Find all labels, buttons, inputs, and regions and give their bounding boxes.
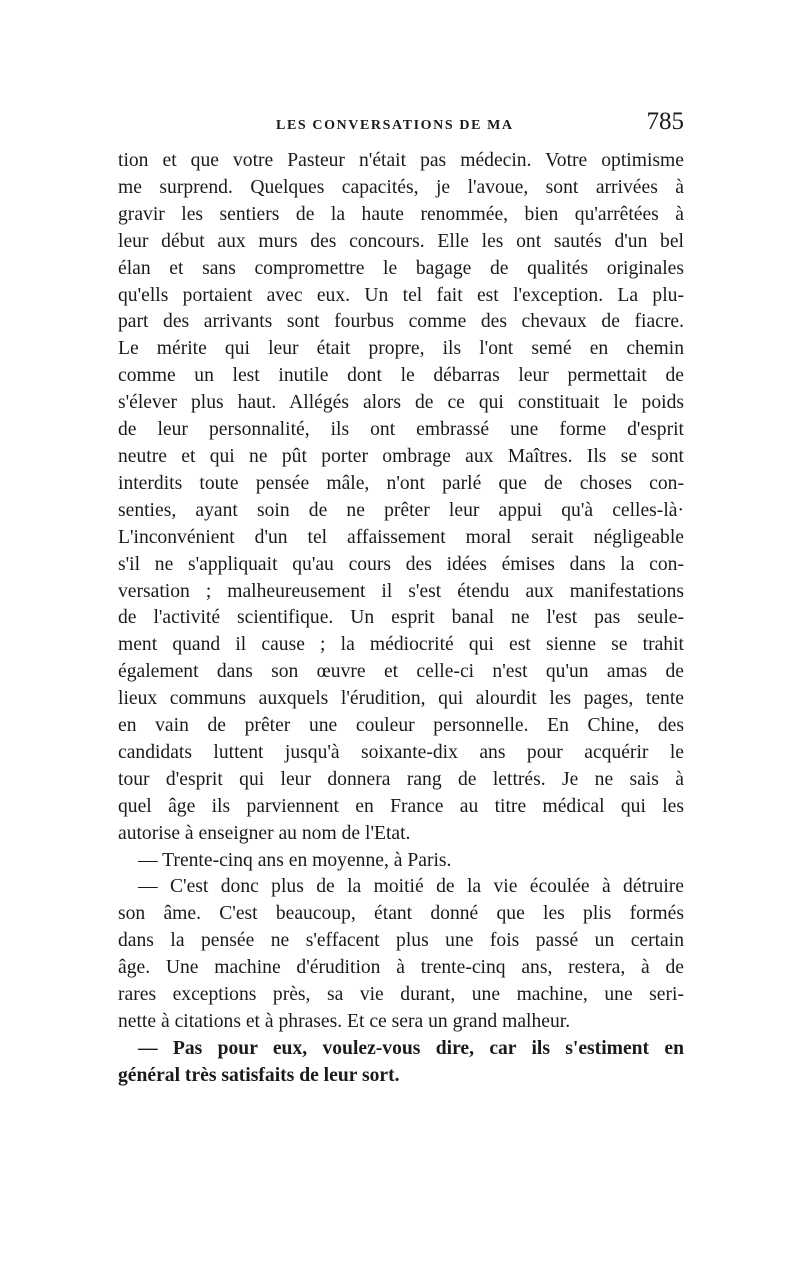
text-line: qu'ells portaient avec eux. Un tel fait est l'exception. La plu-	[118, 284, 684, 306]
text-line: leur début aux murs des concours. Elle les ont sautés d'un bel	[118, 230, 684, 252]
text-line: également dans son œuvre et celle-ci n'est qu'un amas de	[118, 661, 684, 683]
text-line: lieux communs auxquels l'érudition, qui alourdit les pages, tente	[118, 688, 684, 710]
text-line: versation ; malheureusement il s'est étendu aux manifestations	[118, 580, 684, 602]
text-line: de leur personnalité, ils ont embrassé une forme d'esprit	[118, 419, 684, 441]
text-line: candidats luttent jusqu'à soixante-dix ans pour acquérir le	[118, 741, 684, 763]
text-line: tion et que votre Pasteur n'était pas médecin. Votre optimisme	[118, 150, 684, 171]
text-line: nette à citations et à phrases. Et ce sera un grand malheur.	[118, 1011, 571, 1032]
page-header	[118, 108, 684, 140]
text-line: âge. Une machine d'érudition à trente-cinq ans, restera, à de	[118, 957, 684, 979]
text-line: Le mérite qui leur était propre, ils l'ont semé en chemin	[118, 338, 684, 360]
running-title: LES CONVERSATIONS DE MA	[276, 118, 514, 133]
text-line: s'il ne s'appliquait qu'au cours des idées émises dans la con-	[118, 553, 684, 575]
page-number: 785	[646, 108, 684, 135]
text-line: élan et sans compromettre le bagage de qualités originales	[118, 257, 684, 279]
dialog-line: — C'est donc plus de la moitié de la vie écoulée à détruire	[138, 876, 684, 898]
text-line: quel âge ils parviennent en France au titre médical qui les	[118, 795, 684, 817]
text-line: L'inconvénient d'un tel affaissement moral serait négligeable	[118, 526, 684, 548]
text-line: senties, ayant soin de ne prêter leur appui qu'à celles-là·	[118, 499, 684, 521]
text-line: de l'activité scientifique. Un esprit banal ne l'est pas seule-	[118, 607, 684, 629]
text-line: rares exceptions près, sa vie durant, une machine, une seri-	[118, 984, 684, 1006]
text-line: tour d'esprit qui leur donnera rang de lettrés. Je ne sais à	[118, 768, 684, 790]
text-line: gravir les sentiers de la haute renommée, bien qu'arrêtées à	[118, 203, 684, 225]
text-line: s'élever plus haut. Allégés alors de ce qui constituait le poids	[118, 392, 684, 414]
text-line: me surprend. Quelques capacités, je l'avoue, sont arrivées à	[118, 176, 684, 198]
text-line: part des arrivants sont fourbus comme des chevaux de fiacre.	[118, 311, 684, 333]
text-line: en vain de prêter une couleur personnelle. En Chine, des	[118, 715, 684, 737]
text-line: ment quand il cause ; la médiocrité qui est sienne se trahit	[118, 634, 684, 656]
text-line: dans la pensée ne s'effacent plus une fois passé un certain	[118, 930, 684, 952]
text-line: neutre et qui ne pût porter ombrage aux Maîtres. Ils se sont	[118, 445, 684, 467]
body-text	[118, 148, 684, 1090]
text-line: comme un lest inutile dont le débarras leur permettait de	[118, 365, 684, 387]
dialog-line: — Trente-cinq ans en moyenne, à Paris.	[138, 849, 452, 871]
text-line: interdits toute pensée mâle, n'ont parlé que de choses con-	[118, 472, 684, 494]
text-line: autorise à enseigner au nom de l'Etat.	[118, 822, 411, 844]
text-line: général très satisfaits de leur sort.	[118, 1064, 400, 1086]
text-line: son âme. C'est beaucoup, étant donné que les plis formés	[118, 903, 684, 925]
dialog-line: — Pas pour eux, voulez-vous dire, car ils s'estiment en	[138, 1037, 684, 1059]
